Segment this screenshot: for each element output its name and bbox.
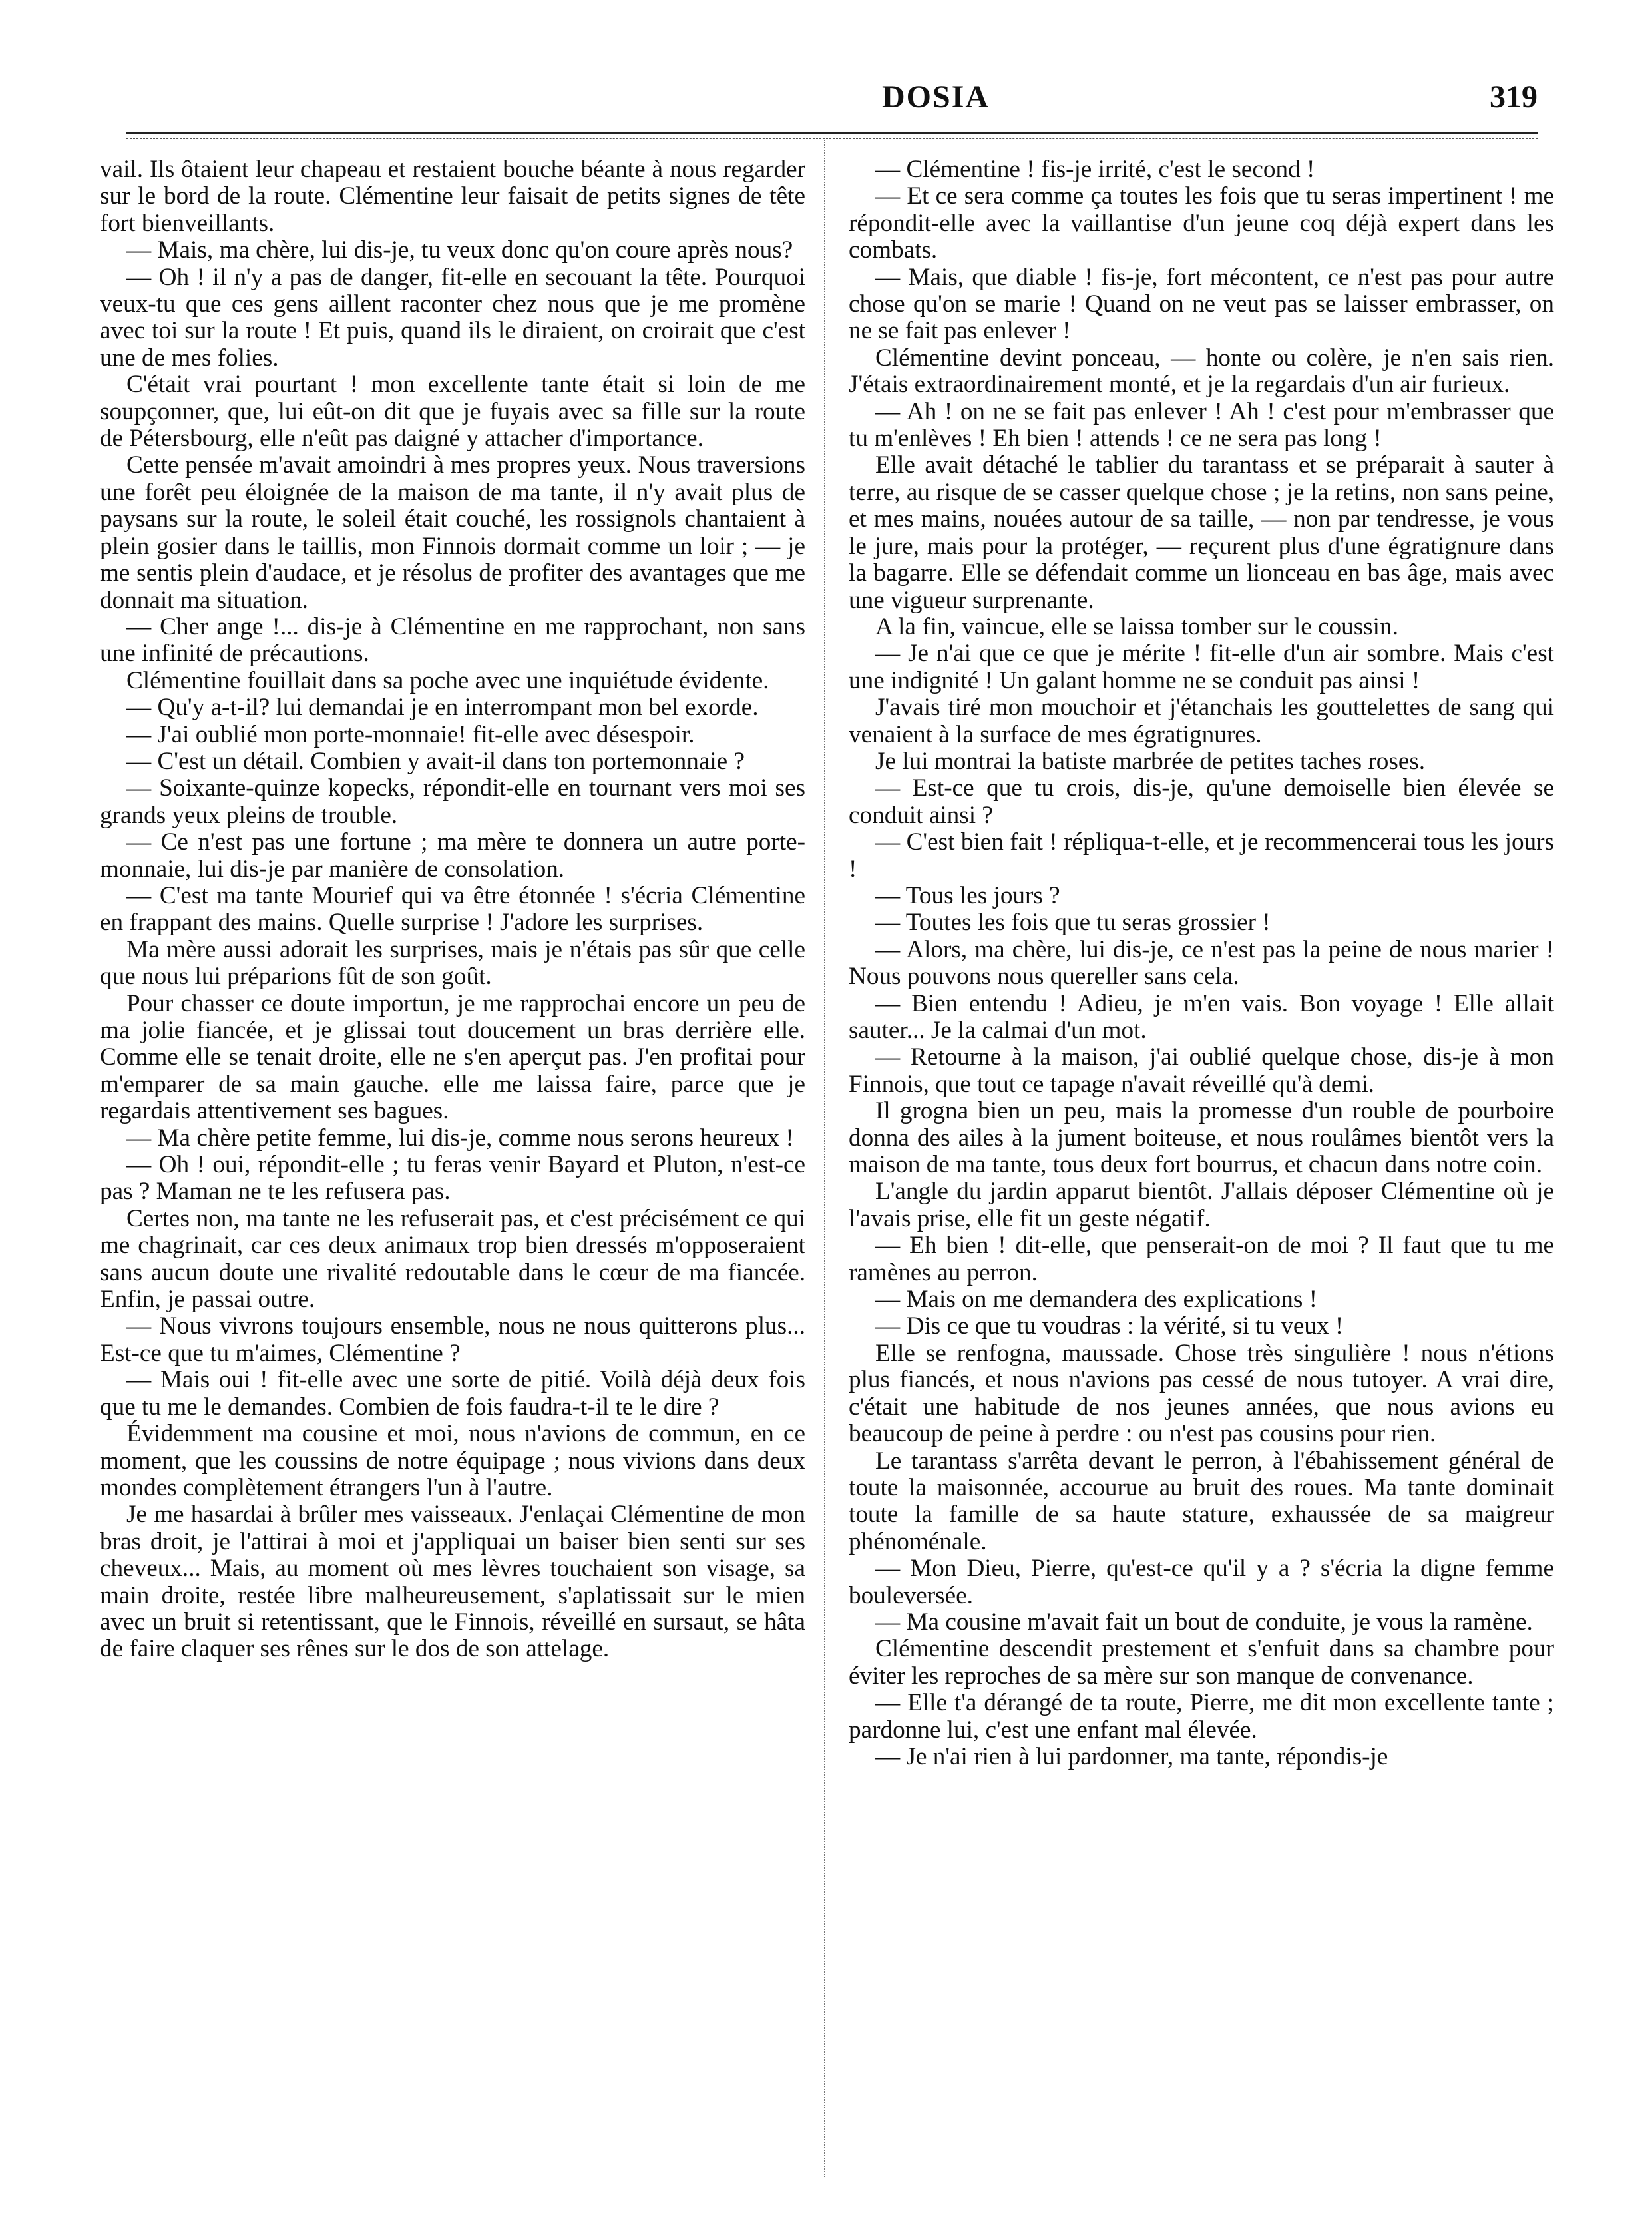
paragraph: — Ah ! on ne se fait pas enlever ! Ah ! c'est pour m'embrasser que tu m'enlèves ! Eh bien ! attends ! ce ne sera pas long !	[849, 397, 1554, 453]
paragraph: Ma mère aussi adorait les surprises, mais je n'étais pas sûr que celle que nous lui préparions fût de son goût.	[100, 935, 805, 991]
paragraph: — Eh bien ! dit-elle, que penserait-on de moi ? Il faut que tu me ramènes au perron.	[849, 1232, 1554, 1286]
header-rule	[126, 132, 1538, 134]
right-column	[849, 156, 1554, 2180]
paragraph: — Qu'y a-t-il? lui demandai je en interrompant mon bel exorde.	[126, 694, 759, 722]
paragraph: — Bien entendu ! Adieu, je m'en vais. Bon voyage ! Elle allait sauter... Je la calmai d'un mot.	[849, 989, 1554, 1044]
paragraph: — J'ai oublié mon porte-monnaie! fit-elle avec désespoir.	[126, 720, 695, 748]
paragraph: — Et ce sera comme ça toutes les fois que tu seras impertinent ! me répondit-elle avec la vaillantise d'un jeune coq déjà expert dans les combats.	[849, 182, 1554, 264]
paragraph: L'angle du jardin apparut bientôt. J'allais déposer Clémentine où je l'avais prise, elle fit un geste négatif.	[849, 1178, 1554, 1232]
paragraph: — Elle t'a dérangé de ta route, Pierre, me dit mon excellente tante ; pardonne lui, c'est une enfant mal élevée.	[849, 1689, 1554, 1744]
paragraph: — Mais, que diable ! fis-je, fort mécontent, ce n'est pas pour autre chose qu'on se marie ! Quand on ne veut pas se laisser embrasser, on ne se fait pas enlever !	[849, 263, 1554, 345]
header-rule-dashed	[126, 138, 1538, 139]
paragraph: Cette pensée m'avait amoindri à mes propres yeux. Nous traversions une forêt peu éloignée de la maison de ma tante, il n'y avait plus de paysans sur la route, le soleil était couché, les rossignols chantaient à plein gosier dans le taillis, mon Finnois dormait comme un loir ; — je me sentis plein d'audace, et je résolus de profiter des avantages que me donnait ma situation.	[100, 451, 805, 614]
paragraph: — Mais, ma chère, lui dis-je, tu veux donc qu'on coure après nous?	[126, 236, 793, 264]
paragraph: — Je n'ai rien à lui pardonner, ma tante, répondis-je	[875, 1742, 1388, 1770]
paragraph: — Toutes les fois que tu seras grossier !	[875, 909, 1271, 937]
paragraph: — Dis ce que tu voudras : la vérité, si tu veux !	[875, 1312, 1344, 1340]
paragraph: Le tarantass s'arrêta devant le perron, à l'ébahissement général de toute la maisonnée, accourue au bruit des roues. Ma tante dominait toute la famille de sa haute stature, exhaussée de sa maigreur phénoménale.	[849, 1447, 1554, 1555]
paragraph: Clémentine devint ponceau, — honte ou colère, je n'en sais rien. J'étais extraordinairement monté, et je la regardais d'un air furieux.	[849, 344, 1554, 399]
paragraph: — Est-ce que tu crois, dis-je, qu'une demoiselle bien élevée se conduit ainsi ?	[849, 774, 1554, 829]
paragraph: — Ma chère petite femme, lui dis-je, comme nous serons heureux !	[126, 1124, 794, 1152]
paragraph: — Oh ! oui, répondit-elle ; tu feras venir Bayard et Pluton, n'est-ce pas ? Maman ne te les refusera pas.	[100, 1151, 805, 1206]
paragraph: — Mais oui ! fit-elle avec une sorte de pitié. Voilà déjà deux fois que tu me le demandes. Combien de fois faudra-t-il te le dire ?	[100, 1366, 805, 1421]
paragraph: — Oh ! il n'y a pas de danger, fit-elle en secouant la tête. Pourquoi veux-tu que ces gens aillent raconter chez nous que je me promène avec toi sur la route ! Et puis, quand ils le diraient, on croirait que c'est une de mes folies.	[100, 263, 805, 372]
paragraph: Il grogna bien un peu, mais la promesse d'un rouble de pourboire donna des ailes à la jument boiteuse, et nous roulâmes bientôt vers la maison de ma tante, tous deux fort bourrus, et chacun dans notre coin.	[849, 1097, 1554, 1179]
running-title: DOSIA	[882, 79, 990, 115]
paragraph: — Clémentine ! fis-je irrité, c'est le second !	[875, 156, 1315, 183]
paragraph: — Retourne à la maison, j'ai oublié quelque chose, dis-je à mon Finnois, que tout ce tapage n'avait réveillé qu'à demi.	[849, 1043, 1554, 1098]
paragraph: — Cher ange !... dis-je à Clémentine en me rapprochant, non sans une infinité de précautions.	[100, 613, 805, 668]
paragraph: — Tous les jours ?	[875, 881, 1060, 909]
paragraph: — Ma cousine m'avait fait un bout de conduite, je vous la ramène.	[875, 1608, 1533, 1636]
paragraph: Évidemment ma cousine et moi, nous n'avions de commun, en ce moment, que les coussins de notre équipage ; nous vivions dans deux mondes complètement étrangers l'un à l'autre.	[100, 1420, 805, 1501]
paragraph: A la fin, vaincue, elle se laissa tomber sur le coussin.	[875, 613, 1398, 640]
paragraph: — Mon Dieu, Pierre, qu'est-ce qu'il y a ? s'écria la digne femme bouleversée.	[849, 1555, 1554, 1609]
paragraph: Pour chasser ce doute importun, je me rapprochai encore un peu de ma jolie fiancée, et je glissai tout doucement un bras derrière elle. Comme elle se tenait droite, elle ne s'en aperçut pas. J'en profitai pour m'emparer de sa main gauche. elle me laissa faire, parce que je regardais attentivement ses bagues.	[100, 989, 805, 1125]
paragraph: — Mais on me demandera des explications !	[875, 1286, 1318, 1314]
paragraph: Elle se renfogna, maussade. Chose très singulière ! nous n'étions plus fiancés, et nous n'avions pas cessé de nous tutoyer. A vrai dire, c'était une habitude de nos jeunes années, que nous avions eu beaucoup de peine à perdre : ou n'est pas cousins pour rien.	[849, 1339, 1554, 1448]
paragraph: — C'est ma tante Mourief qui va être étonnée ! s'écria Clémentine en frappant des mains. Quelle surprise ! J'adore les surprises.	[100, 881, 805, 937]
paragraph: — C'est un détail. Combien y avait-il dans ton portemonnaie ?	[126, 747, 745, 775]
page-header	[126, 79, 1538, 132]
paragraph: Je me hasardai à brûler mes vaisseaux. J'enlaçai Clémentine de mon bras droit, je l'attirai à moi et j'appliquai un baiser bien senti sur ses cheveux... Mais, au moment où mes lèvres touchaient son visage, sa main droite, restée libre malheureusement, s'aplatissait sur le mien avec un bruit si retentissant, que le Finnois, réveillé en sursaut, se hâta de faire claquer ses rênes sur le dos de son attelage.	[100, 1501, 805, 1663]
paragraph: — Ce n'est pas une fortune ; ma mère te donnera un autre porte-monnaie, lui dis-je par manière de consolation.	[100, 828, 805, 883]
paragraph: Clémentine fouillait dans sa poche avec une inquiétude évidente.	[126, 666, 769, 694]
paragraph: C'était vrai pourtant ! mon excellente tante était si loin de me soupçonner, que, lui eût-on dit que je fuyais avec sa fille sur la route de Pétersbourg, elle n'eût pas daigné y attacher d'importance.	[100, 371, 805, 453]
page-number: 319	[1490, 79, 1538, 115]
paragraph: — Nous vivrons toujours ensemble, nous ne nous quitterons plus... Est-ce que tu m'aimes, Clémentine ?	[100, 1312, 805, 1367]
column-divider	[824, 140, 825, 2177]
paragraph: — Je n'ai que ce que je mérite ! fit-elle d'un air sombre. Mais c'est une indignité ! Un galant homme ne se conduit pas ainsi !	[849, 640, 1554, 694]
paragraph: Elle avait détaché le tablier du tarantass et se préparait à sauter à terre, au risque de se casser quelque chose ; je la retins, non sans peine, et mes mains, nouées autour de sa taille, — non par tendresse, je vous le jure, mais pour la protéger, — reçurent plus d'une égratignure dans la bagarre. Elle se défendait comme un lionceau en bas âge, mais avec une vigueur surprenante.	[849, 451, 1554, 614]
left-column	[100, 156, 805, 2180]
paragraph: Clémentine descendit prestement et s'enfuit dans sa chambre pour éviter les reproches de sa mère sur son manque de convenance.	[849, 1635, 1554, 1690]
paragraph: vail. Ils ôtaient leur chapeau et restaient bouche béante à nous regarder sur le bord de la route. Clémentine leur faisait de petits signes de tête fort bienveillants.	[100, 156, 805, 237]
paragraph: Je lui montrai la batiste marbrée de petites taches roses.	[875, 747, 1426, 775]
paragraph: — C'est bien fait ! répliqua-t-elle, et je recommencerai tous les jours !	[849, 828, 1554, 883]
paragraph: J'avais tiré mon mouchoir et j'étanchais les gouttelettes de sang qui venaient à la surface de mes égratignures.	[849, 694, 1554, 748]
paragraph: Certes non, ma tante ne les refuserait pas, et c'est précisément ce qui me chagrinait, car ces deux animaux trop bien dressés m'opposeraient sans aucun doute une rivalité redoutable dans le cœur de ma fiancée. Enfin, je passai outre.	[100, 1204, 805, 1314]
paragraph: — Soixante-quinze kopecks, répondit-elle en tournant vers moi ses grands yeux pleins de trouble.	[100, 774, 805, 829]
paragraph: — Alors, ma chère, lui dis-je, ce n'est pas la peine de nous marier ! Nous pouvons nous quereller sans cela.	[849, 935, 1554, 991]
